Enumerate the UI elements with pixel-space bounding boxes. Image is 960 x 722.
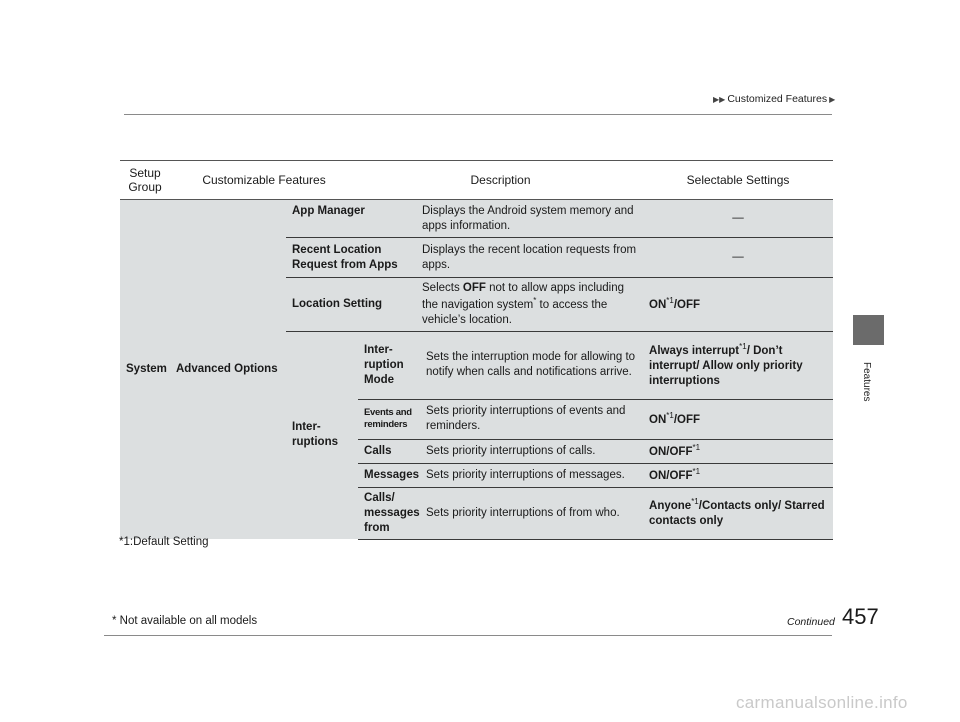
table-row — [120, 200, 833, 238]
sub-interruptions: Inter- ruptions — [286, 331, 358, 539]
breadcrumb — [713, 93, 835, 105]
description-events-reminders: Sets priority interruptions of events and reminders. — [426, 405, 626, 433]
double-triangle-icon: ▶▶ — [713, 94, 726, 104]
triangle-icon: ▶ — [829, 94, 836, 104]
header-customizable-features: Customizable Features — [170, 161, 358, 200]
desc-text: not to allow apps including the navigation system — [422, 282, 625, 311]
section-label: Features — [861, 362, 872, 402]
setting-value: OFF — [677, 413, 701, 426]
setting-events-reminders — [643, 399, 833, 439]
top-divider — [124, 114, 832, 115]
footnote-mark: *1 — [691, 497, 699, 507]
description-location-setting — [416, 278, 643, 331]
separator: / — [778, 500, 782, 513]
setting-value: Starred contacts only — [649, 500, 825, 528]
setting-value: ON — [649, 298, 667, 311]
feature-messages: Messages — [364, 468, 419, 481]
continued-label: Continued — [787, 616, 835, 628]
asterisk-mark: * — [533, 295, 537, 305]
setting-calls — [643, 439, 833, 463]
watermark: carmanualsonline.info — [736, 693, 908, 712]
header-selectable-settings: Selectable Settings — [643, 161, 833, 200]
description-interruption-mode: Sets the interruption mode for allowing to notify when calls and notifications arrive. — [426, 351, 636, 379]
separator: / — [698, 500, 702, 513]
description-app-manager: Displays the Android system memory and apps information. — [422, 204, 634, 232]
not-available-note: * Not available on all models — [112, 615, 258, 627]
subgroup-advanced-options: Advanced Options — [170, 200, 286, 540]
bottom-divider — [104, 635, 832, 636]
footnote-mark: *1 — [692, 466, 701, 476]
footnote-mark: *1 — [666, 410, 674, 420]
setting-value: Don’t interrupt — [649, 344, 783, 372]
separator: / — [746, 344, 750, 357]
feature-interruption-mode: Inter- ruption Mode — [364, 343, 404, 386]
separator: / — [666, 445, 670, 458]
header-setup-group: Setup Group — [120, 161, 170, 200]
setting-value: ON — [649, 413, 667, 426]
separator: / — [696, 359, 700, 372]
setting-value: OFF — [677, 298, 701, 311]
setting-value: OFF — [669, 445, 693, 458]
separator: / — [673, 298, 678, 311]
separator: / — [673, 413, 678, 426]
breadcrumb-label: Customized Features — [727, 93, 828, 105]
description-calls-messages-from: Sets priority interruptions of from who. — [426, 506, 620, 519]
table-header-row — [120, 161, 833, 200]
setting-app-manager: — — [643, 200, 833, 238]
separator: / — [666, 469, 670, 482]
customizable-features-table — [120, 160, 833, 540]
page-number: 457 — [842, 604, 879, 629]
setting-value: Always interrupt — [649, 344, 740, 357]
default-setting-note: *1:Default Setting — [119, 536, 209, 548]
footnote-mark: *1 — [692, 442, 701, 452]
setting-calls-messages-from — [643, 487, 833, 539]
description-recent-location: Displays the recent location requests from apps. — [422, 243, 637, 271]
description-calls: Sets priority interruptions of calls. — [426, 444, 596, 457]
setting-value: Contacts only — [701, 500, 778, 513]
desc-bold: OFF — [462, 282, 486, 294]
section-tab-marker — [853, 315, 884, 345]
footnote-mark: *1 — [666, 295, 674, 305]
setting-value: OFF — [669, 469, 693, 482]
footnote-mark: *1 — [739, 341, 747, 351]
group-system: System — [120, 200, 170, 540]
description-messages: Sets priority interruptions of messages. — [426, 468, 625, 481]
feature-location-setting: Location Setting — [292, 297, 383, 310]
header-description: Description — [358, 161, 643, 200]
setting-value: Anyone — [649, 500, 692, 513]
feature-app-manager: App Manager — [292, 204, 365, 217]
setting-messages — [643, 463, 833, 487]
setting-value: ON — [649, 469, 667, 482]
feature-events-reminders: Events and reminders — [364, 406, 412, 431]
feature-calls-messages-from: Calls/ messages from — [364, 491, 420, 534]
feature-recent-location: Recent Location Request from Apps — [292, 243, 398, 271]
setting-value: Allow only priority interruptions — [649, 359, 803, 387]
setting-recent-location: — — [643, 238, 833, 278]
setting-interruption-mode — [643, 331, 833, 399]
setting-location-setting — [643, 278, 833, 332]
setting-value: ON — [649, 445, 667, 458]
desc-text: to access the vehicle’s location. — [422, 298, 608, 326]
feature-calls: Calls — [364, 444, 392, 457]
desc-text: Selects — [422, 282, 460, 294]
